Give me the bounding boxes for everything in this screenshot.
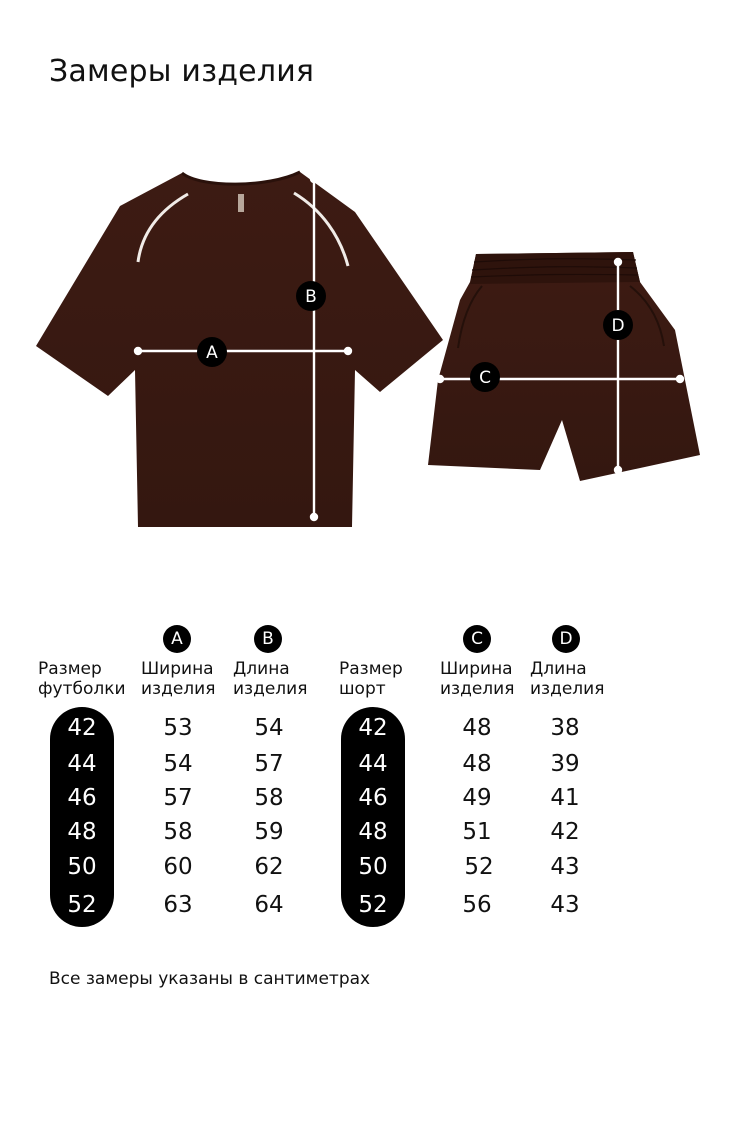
tshirt-size: 44 [67,751,97,777]
tshirt-size: 42 [67,715,97,741]
tshirt-length-value: 59 [254,819,284,845]
shorts-waistband [470,252,640,284]
tshirt-size: 46 [67,785,97,811]
tshirt-length-header: Длина изделия [233,659,308,699]
tshirt-width-header: Ширина изделия [141,659,216,699]
shorts-length-value: 39 [550,751,580,777]
tshirt-width-value: 53 [163,715,193,741]
shorts-size: 52 [358,892,388,918]
svg-text:B: B [305,287,317,307]
tshirt-label [238,194,244,212]
illustration-badge-c [470,362,500,392]
shorts-size: 48 [358,819,388,845]
shorts-length-header: Длина изделия [530,659,605,699]
table-badge-a: A [163,625,191,653]
shorts-length-value: 43 [550,892,580,918]
shorts-length-value: 43 [550,854,580,880]
tshirt-shape [36,172,443,527]
shorts-size: 50 [358,854,388,880]
shorts-width-value: 48 [462,715,492,741]
illustration-badge-d [603,310,633,340]
illustration-badge-a [197,337,227,367]
tshirt-length-value: 62 [254,854,284,880]
tshirt-length-value: 57 [254,751,284,777]
tshirt-width-value: 58 [163,819,193,845]
page-title: Замеры изделия [49,54,315,89]
shorts-length-value: 41 [550,785,580,811]
shorts-size: 44 [358,751,388,777]
svg-text:A: A [206,343,218,363]
illustration-badge-b [296,281,326,311]
tshirt-width-value: 60 [163,854,193,880]
table-badge-d: D [552,625,580,653]
tshirt-width-value: 57 [163,785,193,811]
table-badge-c: C [463,625,491,653]
shorts-shape [428,252,700,481]
shorts-width-header: Ширина изделия [440,659,515,699]
shorts-length-value: 38 [550,715,580,741]
tshirt-size: 52 [67,892,97,918]
shorts-width-value: 51 [462,819,492,845]
tshirt-size: 48 [67,819,97,845]
svg-text:C: C [479,368,491,388]
shorts-width-value: 56 [462,892,492,918]
shorts-width-value: 49 [462,785,492,811]
shorts-size: 46 [358,785,388,811]
shorts-length-value: 42 [550,819,580,845]
shorts-width-value: 52 [464,854,494,880]
tshirt-length-value: 64 [254,892,284,918]
tshirt-size-header: Размер футболки [38,659,126,699]
tshirt-length-value: 58 [254,785,284,811]
tshirt-width-value: 63 [163,892,193,918]
shorts-width-value: 48 [462,751,492,777]
svg-text:D: D [611,316,625,336]
shorts-size: 42 [358,715,388,741]
garment-illustration [0,150,736,540]
table-badge-b: B [254,625,282,653]
tshirt-length-value: 54 [254,715,284,741]
tshirt-size: 50 [67,854,97,880]
tshirt-width-value: 54 [163,751,193,777]
measurement-footnote: Все замеры указаны в сантиметрах [49,969,371,989]
shorts-size-header: Размер шорт [339,659,403,699]
